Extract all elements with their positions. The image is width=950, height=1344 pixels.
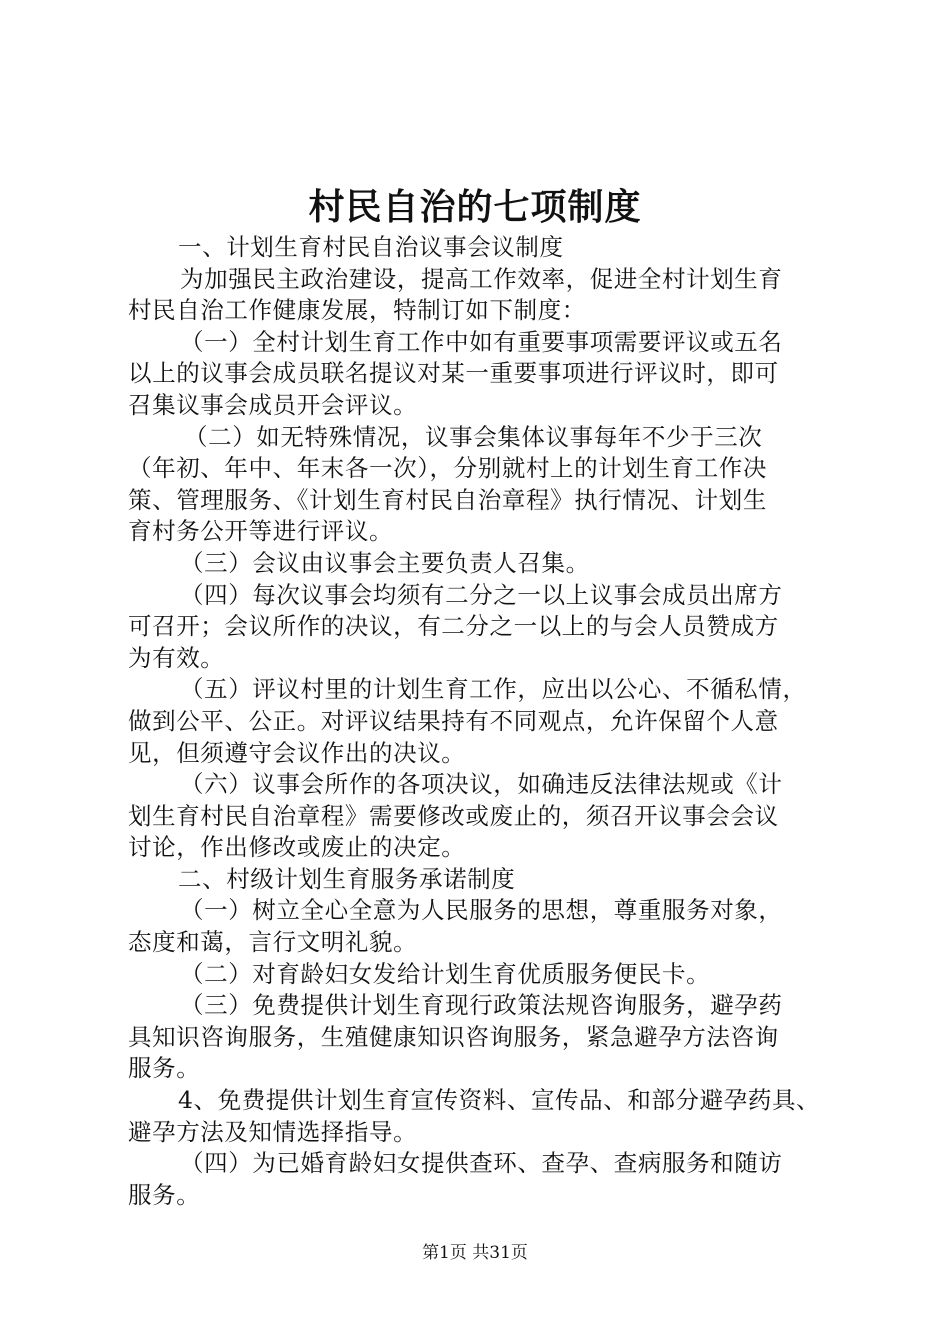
text-line: 村民自治工作健康发展，特制订如下制度： [128,296,586,325]
text-line: （一）树立全心全意为人民服务的思想，尊重服务对象， [180,896,783,925]
text-line: 召集议事会成员开会评议。 [128,390,418,419]
text-line: （二）对育龄妇女发给计划生育优质服务便民卡。 [180,959,711,988]
text-line: （一）全村计划生育工作中如有重要事项需要评议或五名 [180,327,783,356]
text-line: 见，但须遵守会议作出的决议。 [128,738,466,767]
text-line: （五）评议村里的计划生育工作，应出以公心、不循私情， [180,675,807,704]
text-line: （六）议事会所作的各项决议，如确违反法律法规或《计 [180,770,783,799]
text-line: 服务。 [128,1054,201,1083]
text-line: （四）为已婚育龄妇女提供查环、查孕、查病服务和随访 [180,1149,783,1178]
text-line: 划生育村民自治章程》需要修改或废止的，须召开议事会会议 [128,801,779,830]
document-title: 村民自治的七项制度 [308,186,642,228]
text-line: 育村务公开等进行评议。 [128,517,394,546]
text-line: 以上的议事会成员联名提议对某一重要事项进行评议时，即可 [128,359,779,388]
text-line: （三）会议由议事会主要负责人召集。 [180,548,590,577]
text-line: （四）每次议事会均须有二分之一以上议事会成员出席方 [180,580,783,609]
text-line: 一、计划生育村民自治议事会议制度 [178,233,564,261]
text-line: 4、免费提供计划生育宣传资料、宣传品、和部分避孕药具、 [178,1086,821,1115]
text-line: 二、村级计划生育服务承诺制度 [178,864,516,893]
text-line: 为加强民主政治建设，提高工作效率，促进全村计划生育 [180,264,783,293]
text-line: 态度和蔼，言行文明礼貌。 [128,928,418,957]
text-line: 策、管理服务、《计划生育村民自治章程》执行情况、计划生 [128,485,767,514]
text-line: 讨论，作出修改或废止的决定。 [128,833,466,862]
text-line: （三）免费提供计划生育现行政策法规咨询服务，避孕药 [180,991,783,1020]
text-line: （二）如无特殊情况，议事会集体议事每年不少于三次 [184,422,763,451]
text-line: 做到公平、公正。对评议结果持有不同观点，允许保留个人意 [128,706,779,735]
text-line: 可召开；会议所作的决议，有二分之一以上的与会人员赞成方 [128,612,779,641]
text-line: 避孕方法及知情选择指导。 [128,1117,418,1146]
text-line: （年初、年中、年末各一次），分别就村上的计划生育工作决 [128,454,767,483]
document-body [128,232,836,1211]
text-line: 为有效。 [128,643,225,672]
text-line: 服务。 [128,1180,201,1209]
text-line: 具知识咨询服务，生殖健康知识咨询服务，紧急避孕方法咨询 [128,1022,779,1051]
page-footer: 第1页 共31页 [422,1243,528,1263]
